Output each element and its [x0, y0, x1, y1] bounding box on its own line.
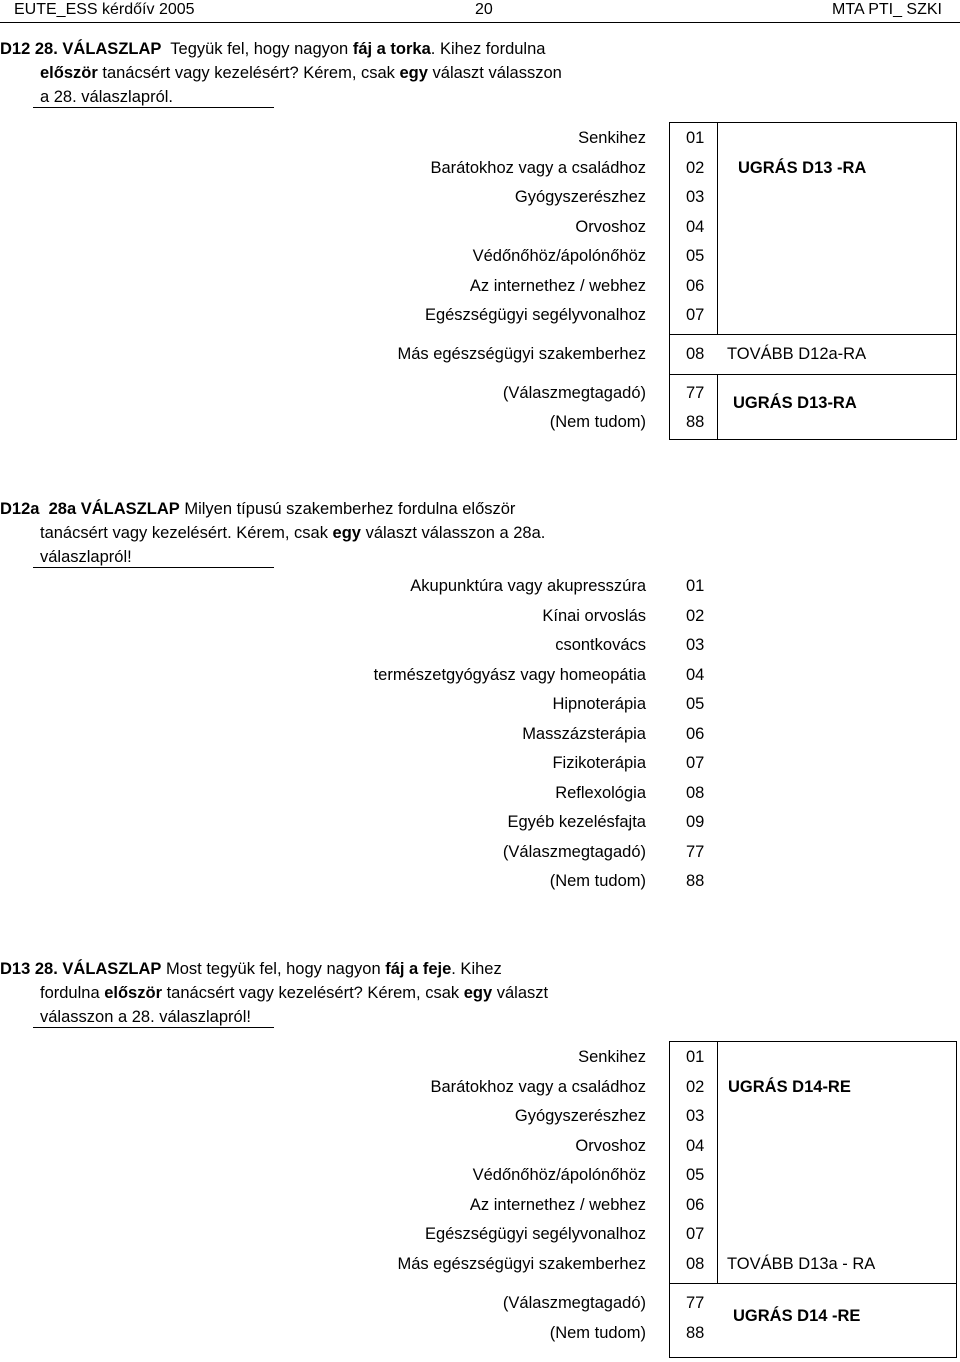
answer-option-code: 04: [686, 1137, 705, 1155]
box-divider: [669, 1283, 957, 1284]
answer-option-label: Senkihez: [578, 129, 646, 147]
question-text: választ válasszon: [427, 64, 562, 82]
answer-option-label: Barátokhoz vagy a családhoz: [430, 159, 646, 177]
answer-option-label: (Nem tudom): [549, 872, 646, 890]
question-text: . Kihez fordulna: [430, 40, 546, 58]
card-ref: 28. VÁLASZLAP: [34, 960, 162, 978]
header-left: EUTE_ESS kérdőív 2005: [14, 1, 195, 18]
answer-option-code: 05: [686, 1166, 705, 1184]
question-id: D12a: [0, 500, 40, 518]
question-id: D12: [0, 40, 31, 58]
answer-option-label: Masszázsterápia: [522, 725, 646, 743]
skip-instruction: UGRÁS D13 -RA: [738, 159, 867, 177]
question-underline: [33, 107, 274, 108]
continue-instruction: TOVÁBB D12a-RA: [727, 345, 867, 363]
answer-option-label: (Válaszmegtagadó): [502, 384, 646, 402]
answer-option-label: Egészségügyi segélyvonalhoz: [424, 1225, 646, 1243]
question-d12-line3: a 28. válaszlapról.: [40, 88, 173, 106]
header-page-number: 20: [475, 1, 493, 18]
answer-option-code: 88: [686, 413, 705, 431]
question-emphasis: egy: [332, 524, 361, 542]
question-id: D13: [0, 960, 31, 978]
answer-option-label: Egyéb kezelésfajta: [507, 813, 646, 831]
answer-option-code: 08: [686, 345, 705, 363]
answer-option-code: 06: [686, 725, 705, 743]
answer-option-code: 77: [686, 384, 705, 402]
question-d12a-line1: [0, 497, 515, 521]
answer-option-label: csontkovács: [555, 636, 646, 654]
question-text: Most tegyük fel, hogy nagyon: [161, 960, 386, 978]
answer-option-label: Az internethez / webhez: [469, 1196, 646, 1214]
answer-option-label: (Nem tudom): [549, 1324, 646, 1342]
question-text: tanácsért vagy kezelésért. Kérem, csak: [40, 524, 333, 542]
answer-option-code: 77: [686, 843, 705, 861]
answer-option-code: 05: [686, 247, 705, 265]
answer-option-code: 01: [686, 1048, 705, 1066]
answer-option-label: Gyógyszerészhez: [514, 188, 646, 206]
answer-option-label: természetgyógyász vagy homeopátia: [373, 666, 646, 684]
answer-option-code: 05: [686, 695, 705, 713]
answer-option-code: 03: [686, 188, 705, 206]
question-emphasis: egy: [463, 984, 493, 1002]
question-d13-line2: [40, 981, 548, 1005]
skip-instruction: UGRÁS D13-RA: [733, 394, 857, 412]
card-ref: 28a VÁLASZLAP: [48, 500, 180, 518]
box-divider: [669, 334, 957, 335]
answer-option-code: 04: [686, 666, 705, 684]
answer-option-code: 02: [686, 159, 705, 177]
skip-instruction: UGRÁS D14-RE: [728, 1078, 851, 1096]
answer-option-label: Védőnőhöz/ápolónőhöz: [472, 247, 646, 265]
box-divider: [669, 374, 957, 375]
answer-option-label: Reflexológia: [555, 784, 646, 802]
answer-option-label: Orvoshoz: [575, 218, 646, 236]
answer-option-code: 07: [686, 1225, 705, 1243]
question-text: választ: [492, 984, 549, 1002]
answer-option-code: 88: [686, 1324, 705, 1342]
question-underline: [33, 1027, 274, 1028]
question-emphasis: fáj a feje: [385, 960, 452, 978]
question-text: Milyen típusú szakemberhez fordulna először: [179, 500, 516, 518]
answer-option-code: 06: [686, 277, 705, 295]
question-d12-line2: [40, 61, 562, 85]
header-rule: [0, 22, 960, 23]
question-text: . Kihez: [451, 960, 502, 978]
question-text: tanácsért vagy kezelésért? Kérem, csak: [97, 64, 400, 82]
answer-option-label: Egészségügyi segélyvonalhoz: [424, 306, 646, 324]
question-text: tanácsért vagy kezelésért? Kérem, csak: [162, 984, 464, 1002]
answer-option-code: 04: [686, 218, 705, 236]
answer-option-code: 08: [686, 1255, 705, 1273]
question-emphasis: először: [104, 984, 162, 1002]
answer-option-code: 07: [686, 306, 705, 324]
answer-option-label: Védőnőhöz/ápolónőhöz: [472, 1166, 646, 1184]
answer-option-code: 77: [686, 1294, 705, 1312]
answer-option-label: Fizikoterápia: [552, 754, 646, 772]
answer-option-code: 88: [686, 872, 705, 890]
answer-option-label: Az internethez / webhez: [469, 277, 646, 295]
answer-option-code: 06: [686, 1196, 705, 1214]
answer-option-label: (Nem tudom): [549, 413, 646, 431]
answer-option-code: 09: [686, 813, 705, 831]
answer-option-code: 07: [686, 754, 705, 772]
answer-option-code: 01: [686, 577, 705, 595]
box-vertical-divider: [717, 122, 718, 334]
answer-option-code: 02: [686, 1078, 705, 1096]
skip-instruction: UGRÁS D14 -RE: [733, 1307, 861, 1325]
answer-option-code: 08: [686, 784, 705, 802]
box-vertical-divider: [717, 374, 718, 440]
box-vertical-divider: [717, 1041, 718, 1283]
answer-option-label: Kínai orvoslás: [542, 607, 646, 625]
question-d13-line1: [0, 957, 502, 981]
answer-option-code: 03: [686, 636, 705, 654]
question-emphasis: először: [40, 64, 98, 82]
continue-instruction: TOVÁBB D13a - RA: [727, 1255, 876, 1273]
question-d12a-line3: válaszlapról!: [40, 548, 132, 566]
answer-option-label: Más egészségügyi szakemberhez: [397, 345, 646, 363]
answer-option-label: Barátokhoz vagy a családhoz: [430, 1078, 646, 1096]
question-d12a-line2: [40, 521, 545, 545]
question-text: választ válasszon a 28a.: [360, 524, 546, 542]
answer-option-code: 01: [686, 129, 705, 147]
question-emphasis: egy: [399, 64, 428, 82]
question-d12-line1: [0, 37, 545, 61]
answer-option-code: 03: [686, 1107, 705, 1125]
question-underline: [33, 567, 274, 568]
answer-option-label: Akupunktúra vagy akupresszúra: [410, 577, 646, 595]
question-text: fordulna: [40, 984, 105, 1002]
answer-option-label: Senkihez: [578, 1048, 646, 1066]
question-d13-line3: válasszon a 28. válaszlapról!: [40, 1008, 251, 1026]
header-right: MTA PTI_ SZKI: [832, 1, 942, 18]
question-text: Tegyük fel, hogy nagyon: [161, 40, 353, 58]
question-emphasis: fáj a torka: [352, 40, 431, 58]
card-ref: 28. VÁLASZLAP: [34, 40, 162, 58]
answer-option-label: Gyógyszerészhez: [514, 1107, 646, 1125]
answer-option-code: 02: [686, 607, 705, 625]
answer-option-label: (Válaszmegtagadó): [502, 1294, 646, 1312]
answer-option-label: (Válaszmegtagadó): [502, 843, 646, 861]
answer-option-label: Más egészségügyi szakemberhez: [397, 1255, 646, 1273]
answer-option-label: Hipnoterápia: [552, 695, 646, 713]
answer-option-label: Orvoshoz: [575, 1137, 646, 1155]
